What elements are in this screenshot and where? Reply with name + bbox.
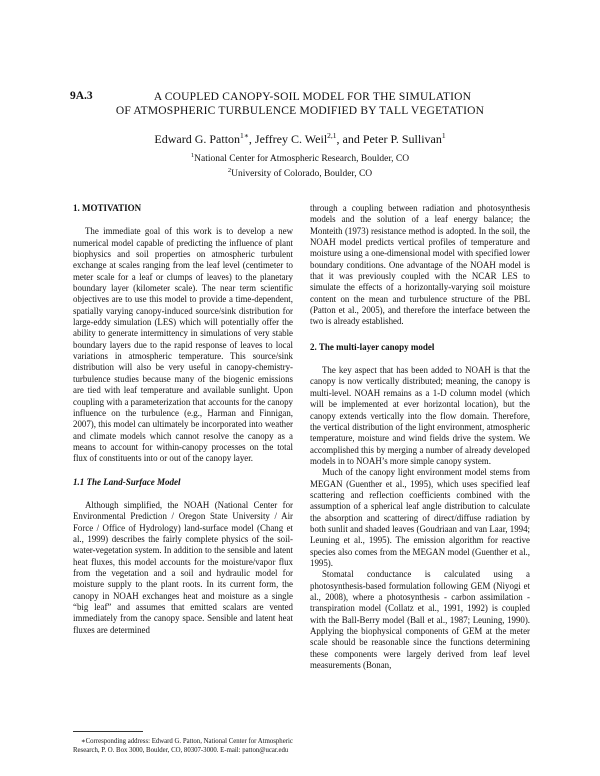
- paragraph: Much of the canopy light environment model stems from MEGAN (Guenther et al., 1995), which uses specified leaf scattering and reflection coefficients combined with the assumption of a spherical leaf angle distribution to calculate the absorption and scattering of direct/diffuse radiation by both sunlit and shaded leaves (Goudriaan and van Laar, 1994; Leuning et al., 1995). The emission algorithm for reactive species also comes from the MEGAN model (Guenther et al., 1995).: [310, 467, 530, 568]
- paper-header: [0, 90, 600, 180]
- author-name: and Peter P. Sullivan: [342, 132, 442, 146]
- right-column: [310, 203, 530, 671]
- affiliation-superscript: 2: [227, 167, 232, 175]
- paragraph: The key aspect that has been added to NOAH is that the canopy is now vertically distributed; meaning, the canopy is multi-level. NOAH remains as a 1-D column model (which will be implemented at ever horizontal location), but the canopy extends vertically into the flow domain. Therefore, the vertical distribution of the light environment, atmospheric temperature, moisture and wind fields drive the system. We accomplished this by merging a number of already developed models in to NOAH’s more simple canopy system.: [310, 365, 530, 466]
- affiliation: [0, 150, 600, 165]
- footnote-rule: [73, 731, 143, 732]
- footnote-text: ∗Corresponding address: Edward G. Patton, National Center for Atmospheric Research, P. O. Box 3000, Boulder, CO, 80307-3000. E-mail: patton@ucar.edu: [73, 738, 293, 754]
- paper-id: 9A.3: [70, 90, 93, 102]
- author-superscript: 1∗: [240, 131, 249, 140]
- paragraph: Stomatal conductance is calculated using a photosynthesis-based formulation following GEM (Niyogi et al., 2008), where a photosynthesis - carbon assimilation - transpiration model (Collatz et al., 1991, 1992) is coupled with the Ball-Berry model (Ball et al., 1987; Leuning, 1990). Applying the biophysical components of GEM at the meter scale should be reasonable since the functions determining these components were largely derived from leaf level measurements (Bonan,: [310, 569, 530, 671]
- author-superscript: 2,1: [327, 131, 337, 140]
- paragraph: through a coupling between radiation and photosynthesis models and the solution of a leaf energy balance; the Monteith (1973) resistance method is adopted. In the soil, the NOAH model predicts vertical profiles of temperature and moisture using a one-dimensional model with specified lower boundary conditions. One advantage of the NOAH model is that it was previously coupled with the NCAR LES to simulate the effects of a horizontally-varying soil moisture content on the mean and turbulence structure of the PBL (Patton et al., 2005), and therefore the interface between the two is already established.: [310, 203, 530, 327]
- author-name: Jeffrey C. Weil: [254, 132, 328, 146]
- author-name: Edward G. Patton: [154, 132, 241, 146]
- section-heading-motivation: 1. MOTIVATION: [73, 203, 142, 213]
- left-column: [73, 203, 293, 636]
- title-line-1: A COUPLED CANOPY-SOIL MODEL FOR THE SIMULATION: [153, 91, 472, 103]
- footnote: [73, 738, 293, 755]
- author-superscript: 1: [441, 131, 446, 140]
- paragraph: The immediate goal of this work is to develop a new numerical model capable of predicting the influence of plant biophysics and soil properties on atmospheric turbulent exchange at scales ranging from the leaf level (centimeter to meter scale for a leaf or clumps of leaves) to the planetary boundary layer (kilometer scale). The near term scientific objectives are to use this model to provide a time-dependent, spatially varying canopy-induced source/sink distribution for large-eddy simulation (LES) which will potentially offer the ability to generate intermittency in simulations of very stable boundary layers due to the rapid response of leaves to local variations in atmospheric temperature. This source/sink distribution will also be very useful in canopy-chemistry-turbulence studies because many of the biogenic emissions are tied with leaf temperature and available sunlight. Upon coupling with a parameterization that accounts for the canopy influence on the turbulence (e.g., Harman and Finnigan, 2007), this model can ultimately be incorporated into weather and climate models which cannot resolve the canopy as a means to account for within-canopy processes on the total flux of constituents into or out of the canopy layer.: [73, 226, 293, 464]
- affiliation-text: University of Colorado, Boulder, CO: [231, 169, 373, 180]
- title-line-2: OF ATMOSPHERIC TURBULENCE MODIFIED BY TALL VEGETATION: [115, 105, 485, 117]
- affiliation: [0, 165, 600, 180]
- author-list: Edward G. Patton$^{1∗}$, Jeffrey C. Weil$^{2,1}$, and Peter P. Sullivan$^1$: [154, 131, 446, 146]
- affiliation-text: National Center for Atmospheric Research, Boulder, CO: [194, 154, 410, 165]
- section-heading-multilayer: 2. The multi-layer canopy model: [310, 341, 435, 352]
- affiliations: [0, 150, 600, 180]
- paragraph: Although simplified, the NOAH (National Center for Environmental Prediction / Oregon State University / Air Force / Office of Hydrology) land-surface model (Chang et al., 1999) describes the fairly complete physics of the soil-water-vegetation system. In addition to the sensible and latent heat fluxes, this model accounts for the moisture/vapor flux from the vegetation and a soil and hydraulic model for moisture supply to the plant roots. In its current form, the canopy in NOAH exchanges heat and moisture as a single “big leaf” and assumes that emitted scalars are vented immediately from the canopy space. Sensible and latent heat fluxes are determined: [73, 499, 293, 635]
- subsection-heading-land-surface: 1.1 The Land-Surface Model: [73, 476, 181, 487]
- affiliation-superscript: 1: [190, 152, 195, 159]
